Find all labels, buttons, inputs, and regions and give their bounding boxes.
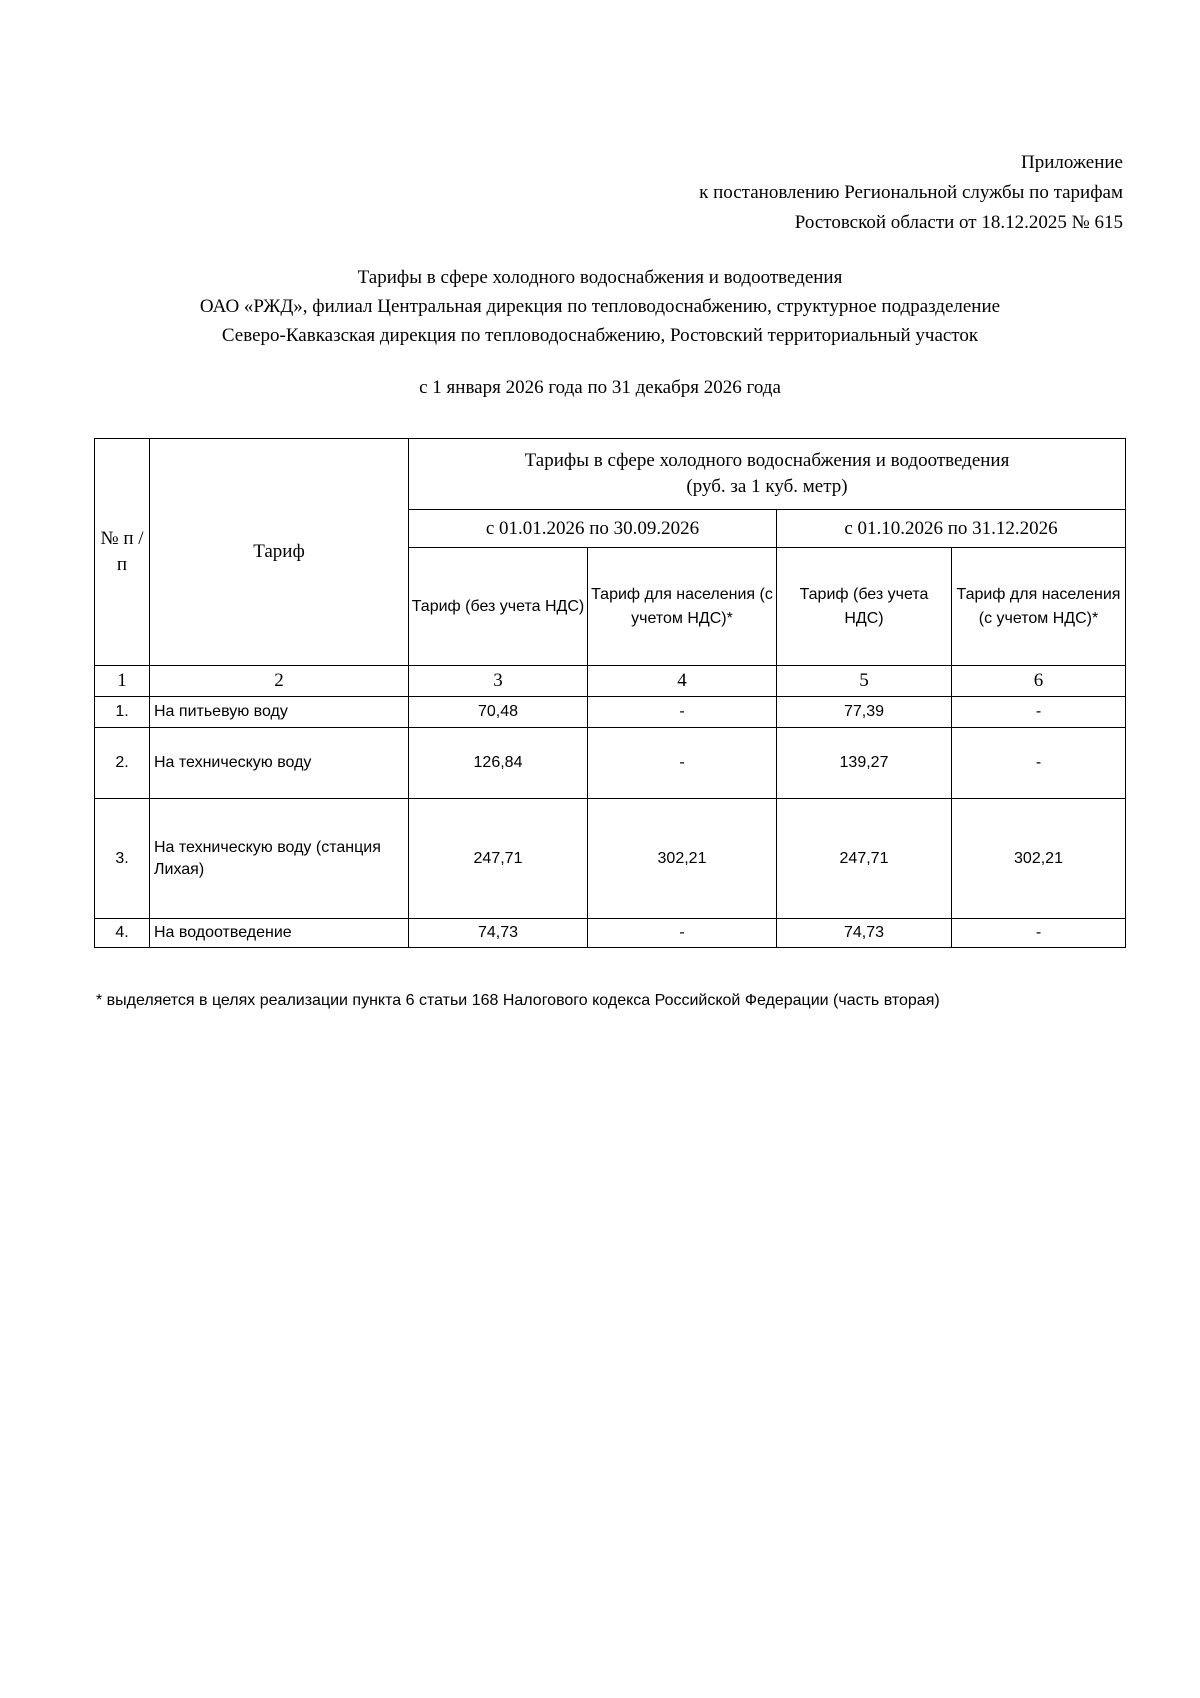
header-period-2: с 01.10.2026 по 31.12.2026 <box>777 510 1126 548</box>
row-number: 2. <box>95 728 150 799</box>
header-sub-4: Тариф для населения (с учетом НДС)* <box>952 548 1126 666</box>
row-name: На техническую воду <box>150 728 409 799</box>
row-value: 74,73 <box>777 919 952 948</box>
row-name: На водоотведение <box>150 919 409 948</box>
column-number: 3 <box>409 666 588 697</box>
table-row <box>95 919 1126 948</box>
row-value: 247,71 <box>409 799 588 919</box>
header-sub-1: Тариф (без учета НДС) <box>409 548 588 666</box>
row-value: 302,21 <box>588 799 777 919</box>
tariff-table <box>94 438 1126 948</box>
header-group <box>409 439 1126 510</box>
column-number-row <box>95 666 1126 697</box>
row-number: 1. <box>95 697 150 728</box>
validity-period: с 1 января 2026 года по 31 декабря 2026 года <box>419 377 781 398</box>
row-value: - <box>588 728 777 799</box>
row-value: - <box>588 919 777 948</box>
row-value: 302,21 <box>952 799 1126 919</box>
title-line-2: ОАО «РЖД», филиал Центральная дирекция по тепловодоснабжению, структурное подразделение <box>199 296 1001 317</box>
footnote: * выделяется в целях реализации пункта 6 статьи 168 Налогового кодекса Российской Федерации (часть вторая) <box>96 992 940 1009</box>
row-value: - <box>952 919 1126 948</box>
row-number: 3. <box>95 799 150 919</box>
row-number: 4. <box>95 919 150 948</box>
header-tariff: Тариф <box>150 439 409 666</box>
header-sub-3: Тариф (без учета НДС) <box>777 548 952 666</box>
appendix-line-3: Ростовской области от 18.12.2025 № 615 <box>794 212 1123 233</box>
header-sub-2: Тариф для населения (с учетом НДС)* <box>588 548 777 666</box>
row-value: 126,84 <box>409 728 588 799</box>
appendix-line-1: Приложение <box>1021 152 1123 173</box>
appendix-line-2: к постановлению Региональной службы по тарифам <box>699 182 1123 203</box>
column-number: 2 <box>150 666 409 697</box>
column-number: 5 <box>777 666 952 697</box>
row-value: 247,71 <box>777 799 952 919</box>
row-value: 139,27 <box>777 728 952 799</box>
header-group-line-1: Тарифы в сфере холодного водоснабжения и водоотведения <box>524 450 1010 471</box>
row-value: 70,48 <box>409 697 588 728</box>
column-number: 6 <box>952 666 1126 697</box>
row-value: - <box>952 697 1126 728</box>
title-line-3: Северо-Кавказская дирекция по тепловодоснабжению, Ростовский территориальный участок <box>221 325 979 346</box>
header-number: № п /п <box>95 439 150 666</box>
row-value: - <box>952 728 1126 799</box>
table-row <box>95 697 1126 728</box>
header-period-1: с 01.01.2026 по 30.09.2026 <box>409 510 777 548</box>
column-number: 4 <box>588 666 777 697</box>
row-name: На питьевую воду <box>150 697 409 728</box>
row-value: 77,39 <box>777 697 952 728</box>
column-number: 1 <box>95 666 150 697</box>
header-group-line-2: (руб. за 1 куб. метр) <box>686 476 848 497</box>
table-row <box>95 799 1126 919</box>
row-value: 74,73 <box>409 919 588 948</box>
table-row <box>95 728 1126 799</box>
appendix-block <box>699 148 1123 238</box>
document-title <box>60 263 1140 350</box>
title-line-1: Тарифы в сфере холодного водоснабжения и водоотведения <box>357 267 843 288</box>
row-value: - <box>588 697 777 728</box>
row-name: На техническую воду (станция Лихая) <box>150 799 409 919</box>
